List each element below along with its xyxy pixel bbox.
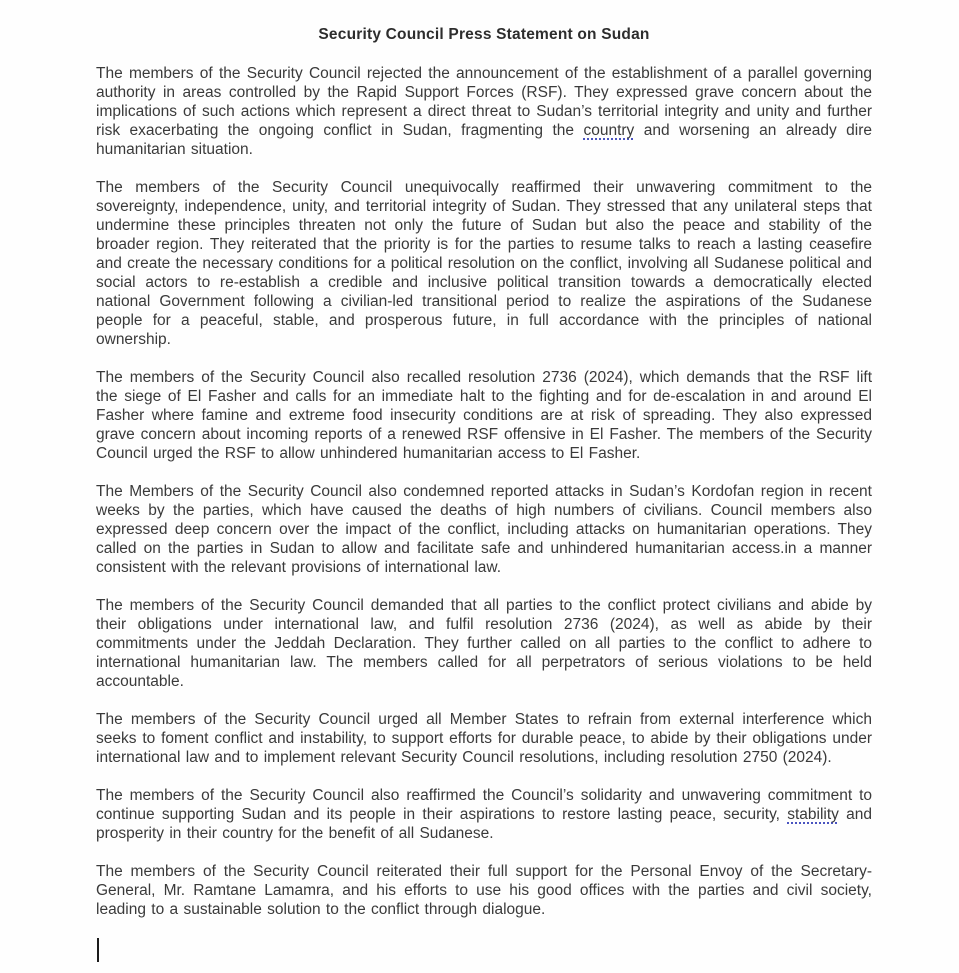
text-segment[interactable]: The members of the Security Council reiterated their full support for the Personal Envoy of the Secretary-General, Mr. Ramtane Lamamra, and his efforts to use his good offices with the parties and civil society, leading to a sustainable solution to the conflict through dialogue. (96, 863, 872, 918)
document-body (96, 64, 872, 919)
paragraph[interactable] (96, 178, 872, 349)
document-content (96, 25, 872, 938)
paragraph[interactable] (96, 710, 872, 767)
spellcheck-flagged-word[interactable]: stability (787, 806, 839, 823)
paragraph[interactable] (96, 64, 872, 159)
text-segment[interactable]: The members of the Security Council unequivocally reaffirmed their unwavering commitment to the sovereignty, independence, unity, and territorial integrity of Sudan. They stressed that any unilateral steps that undermine these principles threaten not only the future of Sudan but also the peace and stability of the broader region. They reiterated that the priority is for the parties to resume talks to reach a lasting ceasefire and create the necessary conditions for a political resolution on the conflict, involving all Sudanese political and social actors to re-establish a credible and inclusive political transition towards a democratically elected national Government following a civilian-led transitional period to realize the aspirations of the Sudanese people for a peaceful, stable, and prosperous future, in full accordance with the principles of national ownership. (96, 179, 872, 348)
text-segment[interactable]: and worsening an already dire humanitarian situation. (96, 122, 872, 158)
paragraph[interactable] (96, 862, 872, 919)
paragraph[interactable] (96, 482, 872, 577)
text-segment[interactable]: The Members of the Security Council also condemned reported attacks in Sudan’s Kordofan region in recent weeks by the parties, which have caused the deaths of high numbers of civilians. Council members also expressed deep concern over the impact of the conflict, including attacks on humanitarian operations. They called on the parties in Sudan to allow and facilitate safe and unhindered humanitarian access.in a manner consistent with the relevant provisions of international law. (96, 483, 872, 576)
text-segment[interactable]: The members of the Security Council rejected the announcement of the establishment of a parallel governing authority in areas controlled by the Rapid Support Forces (RSF). They expressed grave concern about the implications of such actions which represent a direct threat to Sudan’s territorial integrity and unity and further risk exacerbating the ongoing conflict in Sudan, fragmenting the (96, 65, 872, 139)
text-segment[interactable]: The members of the Security Council urged all Member States to refrain from external interference which seeks to foment conflict and instability, to support efforts for durable peace, to abide by their obligations under international law and to implement relevant Security Council resolutions, including resolution 2750 (2024). (96, 711, 872, 766)
paragraph[interactable] (96, 596, 872, 691)
paragraph[interactable] (96, 368, 872, 463)
text-cursor (97, 938, 99, 962)
text-segment[interactable]: The members of the Security Council also recalled resolution 2736 (2024), which demands that the RSF lift the siege of El Fasher and calls for an immediate halt to the fighting and for de-escalation in and around El Fasher where famine and extreme food insecurity conditions are at risk of spreading. They also expressed grave concern about incoming reports of a renewed RSF offensive in El Fasher. The members of the Security Council urged the RSF to allow unhindered humanitarian access to El Fasher. (96, 369, 872, 462)
document-title[interactable]: Security Council Press Statement on Sudan (318, 26, 650, 43)
text-segment[interactable]: The members of the Security Council also reaffirmed the Council’s solidarity and unwavering commitment to continue supporting Sudan and its people in their aspirations to restore lasting peace, security, (96, 787, 872, 823)
text-segment[interactable]: The members of the Security Council demanded that all parties to the conflict protect civilians and abide by their obligations under international law, and fulfil resolution 2736 (2024), as well as abide by their commitments under the Jeddah Declaration. They further called on all parties to the conflict to adhere to international humanitarian law. The members called for all perpetrators of serious violations to be held accountable. (96, 597, 872, 690)
paragraph[interactable] (96, 786, 872, 843)
text-segment[interactable]: and prosperity in their country for the benefit of all Sudanese. (96, 806, 872, 842)
spellcheck-flagged-word[interactable]: country (583, 122, 635, 139)
